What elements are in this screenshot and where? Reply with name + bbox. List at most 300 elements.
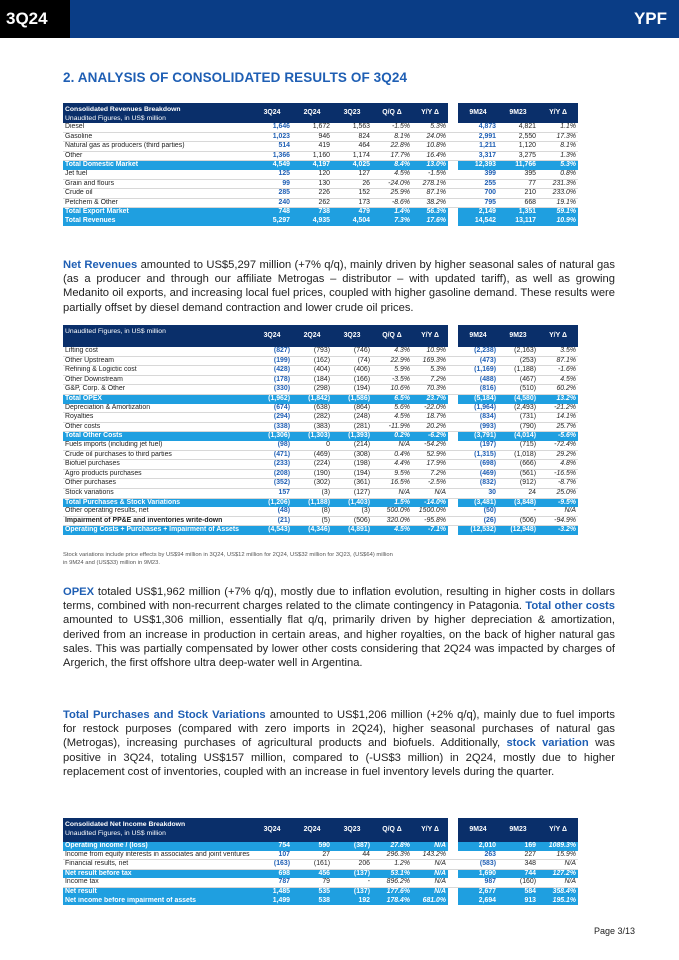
table-cell: 5,297 <box>252 217 292 226</box>
table-cell: (790) <box>498 422 538 432</box>
table-cell: (352) <box>252 479 292 489</box>
table-row <box>63 132 578 142</box>
table-cell: -72.4% <box>538 441 578 450</box>
purchases-paragraph <box>63 708 615 779</box>
stock-variation-text: was positive in 3Q24, totaling US$157 million, compared to (-US$3 million) in 2Q24, mostly due to higher replacement cost of inventories, coupled with an increase in fuel inventory levels during the quarter. <box>63 737 615 778</box>
table-cell: 30 <box>458 488 498 498</box>
column-gap <box>448 516 458 526</box>
table-cell: 1,120 <box>498 142 538 152</box>
column-gap <box>448 460 458 470</box>
table-cell: 17.9% <box>412 460 448 470</box>
table-cell: 9.5% <box>372 469 412 479</box>
table-cell: 4,873 <box>458 123 498 132</box>
table-row <box>63 507 578 516</box>
column-gap <box>448 507 458 516</box>
row-label: Total OPEX <box>63 394 252 403</box>
table-cell: 4,197 <box>292 161 332 170</box>
table-cell: (330) <box>252 385 292 395</box>
table-cell: 0.8% <box>538 170 578 179</box>
column-gap <box>448 394 458 403</box>
table-row <box>63 123 578 132</box>
table-cell: 4,821 <box>498 123 538 132</box>
table-cell: 27 <box>292 851 332 860</box>
table-cell: (162) <box>292 356 332 366</box>
table-cell: (1,393) <box>332 432 372 441</box>
table-cell: 590 <box>292 842 332 851</box>
table-cell: - <box>332 878 372 887</box>
table-cell: (1,169) <box>458 366 498 376</box>
table-cell: (793) <box>292 347 332 356</box>
table-cell: (12,948) <box>498 526 538 535</box>
table-cell: (199) <box>252 356 292 366</box>
table-cell: 169 <box>498 842 538 851</box>
table-cell: 53.1% <box>372 869 412 878</box>
table-cell: (864) <box>332 404 372 413</box>
table-cell: (510) <box>498 385 538 395</box>
table-cell: 1,646 <box>252 123 292 132</box>
table-cell: N/A <box>372 441 412 450</box>
table-cell: (361) <box>332 479 372 489</box>
table-cell: -8.6% <box>372 198 412 208</box>
table-cell: 4.5% <box>372 413 412 423</box>
table-cell: 195.1% <box>538 897 578 906</box>
row-label: Crude oil <box>63 189 252 199</box>
table-cell: (1,188) <box>498 366 538 376</box>
table-cell: 1.5% <box>372 498 412 507</box>
table-cell: (827) <box>252 347 292 356</box>
opex-text: totaled US$1,962 million (+7% q/q), mostly due to inflation evolution, resulting in higher costs in dollars terms, combined with non-recurrent charges related to the climate contingency in Patagonia. <box>63 586 615 613</box>
table-cell: (3,848) <box>498 498 538 507</box>
column-gap <box>448 151 458 161</box>
table-cell: 8.1% <box>538 142 578 152</box>
table-title: Consolidated Net Income Breakdown <box>65 821 186 828</box>
table-cell: N/A <box>412 842 448 851</box>
table-cell: -1.5% <box>412 170 448 179</box>
table-cell: (160) <box>498 878 538 887</box>
table-row <box>63 375 578 385</box>
opex-paragraph <box>63 585 615 670</box>
table-cell: (404) <box>292 366 332 376</box>
column-gap <box>448 469 458 479</box>
table-cell: 143.2% <box>412 851 448 860</box>
table-cell: (469) <box>458 469 498 479</box>
table-cell: 26 <box>332 179 372 189</box>
table-cell: (4,580) <box>498 394 538 403</box>
table-cell: 4.3% <box>372 347 412 356</box>
table-cell: -3.5% <box>372 375 412 385</box>
row-label: Natural gas as producers (third parties) <box>63 142 252 152</box>
table-cell: 1.4% <box>372 208 412 217</box>
table-cell: 233.0% <box>538 189 578 199</box>
row-label: Petchem & Other <box>63 198 252 208</box>
table-cell: 7.3% <box>372 217 412 226</box>
column-gap <box>448 179 458 189</box>
column-header: 2Q24 <box>292 103 332 123</box>
table-cell: (8) <box>292 507 332 516</box>
table-cell: (1,964) <box>458 404 498 413</box>
table-cell: 177.6% <box>372 887 412 896</box>
table-cell: (674) <box>252 404 292 413</box>
table-cell: 358.4% <box>538 887 578 896</box>
table-cell: 3.5% <box>538 347 578 356</box>
table-title: Consolidated Revenues Breakdown <box>65 106 181 113</box>
table-cell: 1,023 <box>252 132 292 142</box>
table-cell: -22.0% <box>412 404 448 413</box>
table-cell: 59.1% <box>538 208 578 217</box>
column-gap <box>448 132 458 142</box>
row-label: Other Upstream <box>63 356 252 366</box>
table-cell: -3.2% <box>538 526 578 535</box>
revenues-table <box>63 103 578 226</box>
column-gap <box>448 366 458 376</box>
table-row <box>63 878 578 887</box>
column-gap <box>448 450 458 460</box>
table-cell: (506) <box>498 516 538 526</box>
table-row <box>63 469 578 479</box>
table-cell: (1,206) <box>252 498 292 507</box>
table-cell: N/A <box>412 869 448 878</box>
table-cell: 79 <box>292 878 332 887</box>
table-row <box>63 142 578 152</box>
row-label: Grain and flours <box>63 179 252 189</box>
table-cell: 348 <box>498 860 538 870</box>
row-label: Net result before tax <box>63 869 252 878</box>
table-cell: 13,117 <box>498 217 538 226</box>
table-cell: (428) <box>252 366 292 376</box>
row-label: Other costs <box>63 422 252 432</box>
table-cell: 152 <box>332 189 372 199</box>
table-cell: (308) <box>332 450 372 460</box>
table-cell: -24.0% <box>372 179 412 189</box>
table-cell: 227 <box>498 851 538 860</box>
table-cell: (3) <box>332 507 372 516</box>
table-cell: 4,504 <box>332 217 372 226</box>
table-cell: (816) <box>458 385 498 395</box>
table-row <box>63 179 578 189</box>
table-header-row <box>63 818 578 842</box>
row-label: Financial results, net <box>63 860 252 870</box>
column-header: Y/Y Δ <box>538 325 578 347</box>
table-row <box>63 432 578 441</box>
table-cell: 2,991 <box>458 132 498 142</box>
table-cell: -1.6% <box>538 366 578 376</box>
table-cell: 464 <box>332 142 372 152</box>
table-cell: (198) <box>332 460 372 470</box>
column-gap <box>448 479 458 489</box>
table-cell: (1,962) <box>252 394 292 403</box>
row-label: Total Revenues <box>63 217 252 226</box>
table-row <box>63 842 578 851</box>
table-cell: (98) <box>252 441 292 450</box>
table-cell: (4,891) <box>332 526 372 535</box>
table-cell: 6.5% <box>372 394 412 403</box>
table-row <box>63 869 578 878</box>
table-cell: (1,315) <box>458 450 498 460</box>
table-row <box>63 217 578 226</box>
column-gap <box>448 498 458 507</box>
table-cell: 127 <box>332 170 372 179</box>
table-row <box>63 488 578 498</box>
table-cell: 226 <box>292 189 332 199</box>
table-cell: (746) <box>332 347 372 356</box>
table-cell: (638) <box>292 404 332 413</box>
table-cell: 17.6% <box>412 217 448 226</box>
table-cell: (1,188) <box>292 498 332 507</box>
brand-logo: YPF <box>633 9 667 28</box>
table-cell: 240 <box>252 198 292 208</box>
table-cell: (50) <box>458 507 498 516</box>
stock-variation-highlight: stock variation <box>506 737 589 750</box>
column-gap <box>448 897 458 906</box>
row-label: Total Export Market <box>63 208 252 217</box>
table-subtitle: Unaudited Figures, in US$ million <box>65 830 166 837</box>
table-cell: 10.9% <box>412 347 448 356</box>
table-cell: 17.3% <box>538 132 578 142</box>
table-cell: 24 <box>498 488 538 498</box>
table-cell: 19.1% <box>538 198 578 208</box>
table-cell: (506) <box>332 516 372 526</box>
column-gap <box>448 488 458 498</box>
table-header-label <box>63 325 252 347</box>
table-cell: 5.3% <box>412 366 448 376</box>
table-cell: 320.0% <box>372 516 412 526</box>
row-label: Income tax <box>63 878 252 887</box>
table-cell: 824 <box>332 132 372 142</box>
table-cell: 99 <box>252 179 292 189</box>
table-cell: (137) <box>332 869 372 878</box>
table-row <box>63 887 578 896</box>
column-gap <box>448 878 458 887</box>
column-gap <box>448 413 458 423</box>
column-gap <box>448 860 458 870</box>
table-cell: (387) <box>332 842 372 851</box>
table-row <box>63 526 578 535</box>
table-row <box>63 189 578 199</box>
table-cell: 23.7% <box>412 394 448 403</box>
table-cell: (2,163) <box>498 347 538 356</box>
table-row <box>63 479 578 489</box>
table-cell: (834) <box>458 413 498 423</box>
table-cell: N/A <box>372 488 412 498</box>
table-cell: 169.3% <box>412 356 448 366</box>
table-cell: 4,549 <box>252 161 292 170</box>
table-cell: (224) <box>292 460 332 470</box>
table-row <box>63 851 578 860</box>
table-cell: (166) <box>332 375 372 385</box>
table-cell: 0.4% <box>372 450 412 460</box>
table-cell: N/A <box>538 507 578 516</box>
net-revenues-paragraph <box>63 258 615 315</box>
table-subtitle: Unaudited Figures, in US$ million <box>65 328 166 335</box>
row-label: Operating income / (loss) <box>63 842 252 851</box>
table-cell: (488) <box>458 375 498 385</box>
row-label: Total Domestic Market <box>63 161 252 170</box>
header-gap <box>448 818 458 842</box>
table-cell: 2,149 <box>458 208 498 217</box>
table-cell: 278.1% <box>412 179 448 189</box>
row-label: Other purchases <box>63 479 252 489</box>
column-header: 3Q24 <box>252 325 292 347</box>
column-header: 3Q23 <box>332 818 372 842</box>
table-cell: 120 <box>292 170 332 179</box>
costs-table <box>63 325 578 535</box>
table-cell: (208) <box>252 469 292 479</box>
table-row <box>63 208 578 217</box>
row-label: Agro products purchases <box>63 469 252 479</box>
column-header: 9M24 <box>458 818 498 842</box>
table-cell: 7.2% <box>412 469 448 479</box>
table-cell: (48) <box>252 507 292 516</box>
table-cell: 25.9% <box>372 189 412 199</box>
table-cell: 17.7% <box>372 151 412 161</box>
table-cell: 107 <box>252 851 292 860</box>
table-row <box>63 422 578 432</box>
table-cell: 748 <box>252 208 292 217</box>
table-cell: 285 <box>252 189 292 199</box>
row-label: Gasoline <box>63 132 252 142</box>
table-cell: - <box>498 507 538 516</box>
row-label: G&P, Corp. & Other <box>63 385 252 395</box>
table-cell: (1,018) <box>498 450 538 460</box>
table-cell: 1,160 <box>292 151 332 161</box>
table-cell: 456 <box>292 869 332 878</box>
table-cell: (253) <box>498 356 538 366</box>
column-header: Y/Y Δ <box>412 818 448 842</box>
column-gap <box>448 198 458 208</box>
table-cell: 5.9% <box>372 366 412 376</box>
table-cell: (383) <box>292 422 332 432</box>
column-gap <box>448 347 458 356</box>
table-row <box>63 413 578 423</box>
table-cell: (1,403) <box>332 498 372 507</box>
table-cell: 22.8% <box>372 142 412 152</box>
table-cell: (471) <box>252 450 292 460</box>
table-cell: 130 <box>292 179 332 189</box>
table-cell: 1089.3% <box>538 842 578 851</box>
table-cell: 4.4% <box>372 460 412 470</box>
table-cell: 5.3% <box>538 161 578 170</box>
column-gap <box>448 432 458 441</box>
column-gap <box>448 123 458 132</box>
row-label: Total Purchases & Stock Variations <box>63 498 252 507</box>
table-cell: 1,351 <box>498 208 538 217</box>
table-cell: -5.6% <box>538 432 578 441</box>
table-cell: -21.2% <box>538 404 578 413</box>
table-header-row <box>63 103 578 123</box>
column-gap <box>448 375 458 385</box>
column-header: 9M24 <box>458 103 498 123</box>
table-cell: 56.3% <box>412 208 448 217</box>
table-cell: (731) <box>498 413 538 423</box>
column-header: 9M23 <box>498 325 538 347</box>
page-number: Page 3/13 <box>593 926 635 936</box>
row-label: Net result <box>63 887 252 896</box>
column-gap <box>448 217 458 226</box>
table-cell: 255 <box>458 179 498 189</box>
table-row <box>63 385 578 395</box>
table-cell: 25.0% <box>538 488 578 498</box>
column-header: Y/Y Δ <box>412 325 448 347</box>
table-cell: (338) <box>252 422 292 432</box>
table-cell: 157 <box>252 488 292 498</box>
table-cell: N/A <box>538 878 578 887</box>
table-cell: 4,935 <box>292 217 332 226</box>
table-cell: (184) <box>292 375 332 385</box>
table-cell: 795 <box>458 198 498 208</box>
table-cell: -94.9% <box>538 516 578 526</box>
table-cell: 125 <box>252 170 292 179</box>
net-revenues-highlight: Net Revenues <box>63 259 138 271</box>
column-gap <box>448 161 458 170</box>
table-cell: 13.2% <box>538 394 578 403</box>
table-cell: 3,317 <box>458 151 498 161</box>
column-header: 9M23 <box>498 103 538 123</box>
table-cell: -8.7% <box>538 479 578 489</box>
table-cell: -9.5% <box>538 498 578 507</box>
table-cell: 1,499 <box>252 897 292 906</box>
table-cell: 479 <box>332 208 372 217</box>
table-cell: 262 <box>292 198 332 208</box>
table-cell: 16.4% <box>412 151 448 161</box>
table-cell: (137) <box>332 887 372 896</box>
table-cell: 399 <box>458 170 498 179</box>
table-row <box>63 516 578 526</box>
net-income-table <box>63 818 578 905</box>
column-gap <box>448 441 458 450</box>
table-cell: 2,677 <box>458 887 498 896</box>
column-gap <box>448 842 458 851</box>
table-cell: 173 <box>332 198 372 208</box>
column-gap <box>448 851 458 860</box>
column-gap <box>448 189 458 199</box>
table-cell: (302) <box>292 479 332 489</box>
header-gap <box>448 103 458 123</box>
table-cell: 584 <box>498 887 538 896</box>
table-cell: (561) <box>498 469 538 479</box>
table-cell: 25.7% <box>538 422 578 432</box>
table-cell: 744 <box>498 869 538 878</box>
table-cell: 514 <box>252 142 292 152</box>
table-cell: 27.8% <box>372 842 412 851</box>
table-cell: 210 <box>498 189 538 199</box>
table-cell: (214) <box>332 441 372 450</box>
table-cell: 1,672 <box>292 123 332 132</box>
table-cell: 1,366 <box>252 151 292 161</box>
table-cell: 178.4% <box>372 897 412 906</box>
table-cell: 263 <box>458 851 498 860</box>
table-cell: 1.1% <box>538 123 578 132</box>
table-cell: N/A <box>412 878 448 887</box>
column-header: 9M23 <box>498 818 538 842</box>
table-cell: 87.1% <box>412 189 448 199</box>
row-label: Depreciation & Amortization <box>63 404 252 413</box>
table-cell: 2,694 <box>458 897 498 906</box>
table-cell: (26) <box>458 516 498 526</box>
row-label: Stock variations <box>63 488 252 498</box>
table-cell: (5) <box>292 516 332 526</box>
column-header: Y/Y Δ <box>538 103 578 123</box>
table-cell: N/A <box>412 887 448 896</box>
table-cell: (1,306) <box>252 432 292 441</box>
column-header: 2Q24 <box>292 325 332 347</box>
table-cell: 14.1% <box>538 413 578 423</box>
table-cell: (127) <box>332 488 372 498</box>
table-row <box>63 198 578 208</box>
row-label: Crude oil purchases to third parties <box>63 450 252 460</box>
table-cell: (248) <box>332 413 372 423</box>
table-cell: (194) <box>332 469 372 479</box>
column-header: 3Q24 <box>252 103 292 123</box>
